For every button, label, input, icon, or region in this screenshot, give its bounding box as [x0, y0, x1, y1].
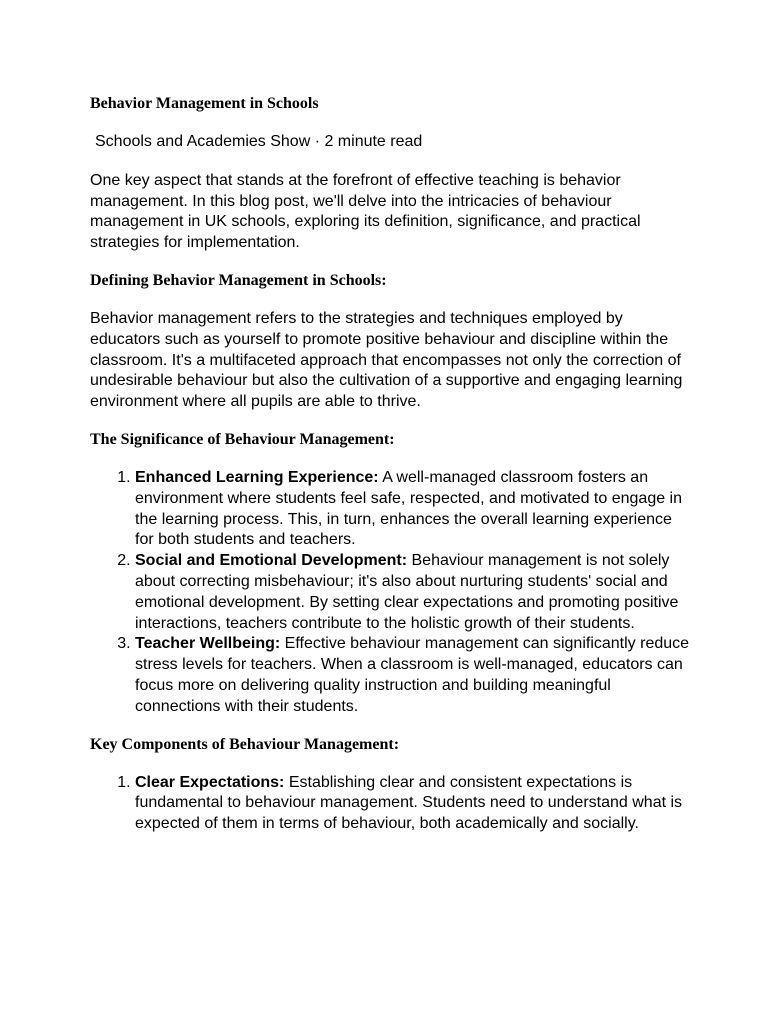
list-item [135, 634, 690, 717]
list-item-title: Social and Emotional Development: [135, 552, 408, 570]
list-item-title: Teacher Wellbeing: [135, 635, 281, 653]
list-item [135, 551, 690, 634]
list-item-title: Clear Expectations: [135, 773, 285, 791]
list-item-text: Behaviour management is not solely about correcting misbehaviour; it's also about nurturing students' social and emotional development. By setting clear expectations and promoting positive interactions, teachers contribute to the holistic growth of their students. [135, 552, 679, 632]
section-heading-significance: The Significance of Behaviour Management: [90, 430, 395, 448]
section-heading-defining: Defining Behavior Management in Schools: [90, 271, 387, 289]
list-item-text: Effective behaviour management can significantly reduce stress levels for teachers. When a classroom is well-managed, educators can focus more on delivering quality instruction and building meaningful connections with their students. [135, 635, 690, 715]
section-heading-components: Key Components of Behaviour Management: [90, 735, 400, 753]
defining-paragraph: Behavior management refers to the strategies and techniques employed by educators such as yourself to promote positive behaviour and discipline within the classroom. It's a multifaceted approach that encompasses not only the correction of undesirable behaviour but also the cultivation of a supportive and engaging learning environment where all pupils are able to thrive. [90, 309, 683, 411]
list-item-text: Establishing clear and consistent expectations is fundamental to behaviour management. Students need to understand what is expected of them in terms of behaviour, both academically and socially. [135, 773, 683, 833]
significance-list [90, 468, 690, 718]
list-item-title: Enhanced Learning Experience: [135, 468, 379, 486]
article-meta: Schools and Academies Show · 2 minute read [95, 133, 423, 150]
document-title: Behavior Management in Schools [90, 95, 319, 112]
list-item-text: A well-managed classroom fosters an environment where students feel safe, respected, and motivated to engage in the learning process. This, in turn, enhances the overall learning experience for both students and teachers. [135, 468, 683, 549]
intro-paragraph: One key aspect that stands at the forefront of effective teaching is behavior management. In this blog post, we'll delve into the intricacies of behaviour management in UK schools, exploring its definition, significance, and practical strategies for implementation. [90, 171, 641, 252]
components-list [90, 773, 690, 835]
document-page [90, 94, 690, 835]
list-item [135, 468, 690, 551]
list-item [135, 773, 690, 835]
